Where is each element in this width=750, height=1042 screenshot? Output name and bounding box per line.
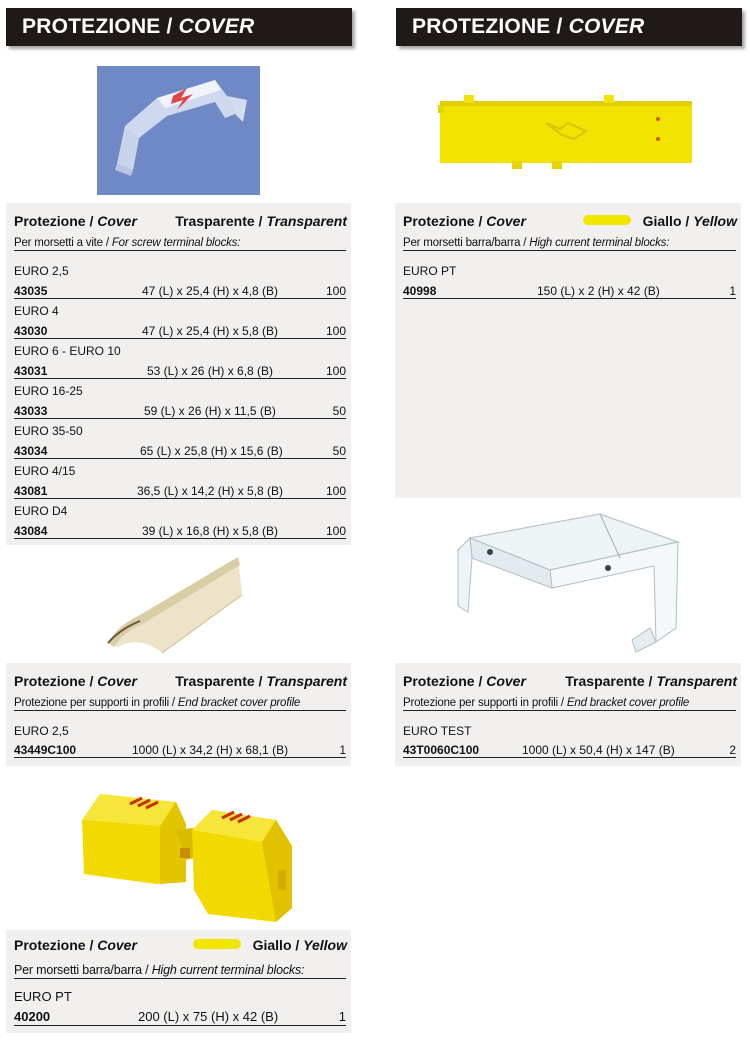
clip-cover-illustration bbox=[97, 66, 260, 195]
card-title bbox=[14, 937, 347, 955]
title-it: Protezione / bbox=[403, 213, 487, 229]
header-text-en: COVER bbox=[568, 15, 645, 38]
card-subtitle bbox=[403, 237, 736, 251]
subtitle-en: For screw terminal blocks: bbox=[111, 237, 241, 249]
card-subtitle bbox=[14, 697, 346, 711]
yellow-color-swatch bbox=[583, 215, 631, 225]
article-code: 40200 bbox=[14, 1009, 51, 1024]
model-label: EURO 6 - EURO 10 bbox=[14, 344, 121, 358]
card-end-bracket-profile-right bbox=[395, 663, 741, 766]
article-code: 40998 bbox=[403, 284, 437, 298]
title-en: Cover bbox=[486, 213, 526, 229]
pack-qty: 100 bbox=[325, 364, 346, 378]
article-code: 43T0060C100 bbox=[403, 743, 480, 757]
variant-en: Yellow bbox=[303, 937, 347, 953]
table-row bbox=[14, 404, 346, 419]
profile-illustration bbox=[100, 555, 245, 655]
title-en: Cover bbox=[97, 937, 137, 953]
table-row bbox=[403, 743, 736, 758]
yellow-block-illustration bbox=[80, 790, 295, 925]
header-text-it: PROTEZIONE / bbox=[22, 15, 179, 38]
model-label: EURO 4/15 bbox=[14, 464, 76, 478]
subtitle-en: High current terminal blocks: bbox=[151, 963, 305, 977]
pack-qty: 50 bbox=[332, 444, 346, 458]
model-label: EURO 35-50 bbox=[14, 424, 83, 438]
card-title bbox=[14, 673, 347, 691]
photo-end-bracket-profile bbox=[100, 555, 245, 655]
variant-it: Trasparente / bbox=[175, 213, 267, 229]
title-it: Protezione / bbox=[403, 673, 487, 689]
card-subtitle bbox=[403, 697, 736, 711]
card-subtitle bbox=[14, 237, 346, 251]
card-title bbox=[403, 213, 737, 231]
title-it: Protezione / bbox=[14, 673, 98, 689]
model-label: EURO PT bbox=[14, 989, 72, 1004]
subtitle-it: Per morsetti a vite / bbox=[14, 237, 112, 249]
title-en: Cover bbox=[97, 213, 137, 229]
dimensions: 1000 (L) x 34,2 (H) x 68,1 (B) bbox=[132, 743, 289, 757]
table-row bbox=[14, 743, 346, 758]
article-code: 43449C100 bbox=[14, 743, 77, 757]
subtitle-it: Per morsetti barra/barra / bbox=[403, 237, 530, 249]
subtitle-en: End bracket cover profile bbox=[566, 697, 690, 709]
pack-qty: 1 bbox=[339, 743, 346, 757]
pack-qty: 100 bbox=[325, 524, 346, 538]
model-label: EURO D4 bbox=[14, 504, 68, 518]
pack-qty: 100 bbox=[325, 324, 346, 338]
dimensions: 1000 (L) x 50,4 (H) x 147 (B) bbox=[522, 743, 675, 757]
card-yellow-block-cover bbox=[6, 930, 351, 1033]
article-code: 43033 bbox=[14, 404, 48, 418]
subtitle-en: High current terminal blocks: bbox=[529, 237, 670, 249]
article-code: 43034 bbox=[14, 444, 48, 458]
variant-en: Transparent bbox=[656, 673, 737, 689]
header-text-en: COVER bbox=[178, 15, 255, 38]
table-row bbox=[14, 1009, 346, 1026]
dimensions: 47 (L) x 25,4 (H) x 5,8 (B) bbox=[142, 324, 279, 338]
card-title bbox=[14, 213, 347, 231]
variant-it: Giallo / bbox=[642, 213, 694, 229]
variant-en: Transparent bbox=[266, 213, 347, 229]
dimensions: 47 (L) x 25,4 (H) x 4,8 (B) bbox=[142, 284, 279, 298]
dimensions: 36,5 (L) x 14,2 (H) x 5,8 (B) bbox=[137, 484, 284, 498]
model-label: EURO PT bbox=[403, 264, 457, 278]
yellow-color-swatch bbox=[193, 939, 241, 949]
section-header-right bbox=[396, 8, 742, 46]
table-row bbox=[14, 364, 346, 379]
dimensions: 39 (L) x 16,8 (H) x 5,8 (B) bbox=[142, 524, 279, 538]
table-row bbox=[14, 284, 346, 299]
model-label: EURO TEST bbox=[403, 724, 472, 738]
table-row bbox=[14, 524, 346, 539]
article-code: 43081 bbox=[14, 484, 48, 498]
card-subtitle bbox=[14, 963, 346, 979]
variant-it: Giallo / bbox=[252, 937, 304, 953]
photo-yellow-flat-cover bbox=[436, 95, 696, 170]
subtitle-it: Protezione per supporti in profili / bbox=[403, 697, 567, 709]
dimensions: 53 (L) x 26 (H) x 6,8 (B) bbox=[147, 364, 274, 378]
card-title bbox=[403, 673, 737, 691]
variant-en: Yellow bbox=[693, 213, 737, 229]
model-label: EURO 2,5 bbox=[14, 724, 69, 738]
model-label: EURO 2,5 bbox=[14, 264, 69, 278]
table-row bbox=[14, 444, 346, 459]
dimensions: 150 (L) x 2 (H) x 42 (B) bbox=[537, 284, 660, 298]
dimensions: 200 (L) x 75 (H) x 42 (B) bbox=[138, 1009, 279, 1024]
subtitle-en: End bracket cover profile bbox=[177, 697, 301, 709]
title-en: Cover bbox=[486, 673, 526, 689]
pack-qty: 1 bbox=[729, 284, 736, 298]
title-it: Protezione / bbox=[14, 213, 98, 229]
subtitle-it: Protezione per supporti in profili / bbox=[14, 697, 178, 709]
pack-qty: 100 bbox=[325, 284, 346, 298]
article-code: 43031 bbox=[14, 364, 48, 378]
test-cover-illustration bbox=[450, 508, 688, 658]
title-en: Cover bbox=[97, 673, 137, 689]
pack-qty: 2 bbox=[729, 743, 736, 757]
card-end-bracket-profile-left bbox=[6, 663, 351, 766]
pack-qty: 100 bbox=[325, 484, 346, 498]
table-row bbox=[14, 324, 346, 339]
card-screw-terminal-covers bbox=[6, 203, 351, 545]
photo-euro-test-cover bbox=[450, 508, 688, 658]
pack-qty: 50 bbox=[332, 404, 346, 418]
pack-qty: 1 bbox=[338, 1009, 346, 1024]
section-header-left bbox=[6, 8, 352, 46]
article-code: 43084 bbox=[14, 524, 48, 538]
subtitle-it: Per morsetti barra/barra / bbox=[14, 963, 152, 977]
dimensions: 59 (L) x 26 (H) x 11,5 (B) bbox=[144, 404, 276, 418]
article-code: 43030 bbox=[14, 324, 48, 338]
variant-it: Trasparente / bbox=[175, 673, 267, 689]
yellow-plate-illustration bbox=[436, 95, 696, 170]
table-row bbox=[14, 484, 346, 499]
title-it: Protezione / bbox=[14, 937, 98, 953]
card-yellow-bar-cover bbox=[395, 203, 741, 498]
header-text-it: PROTEZIONE / bbox=[412, 15, 569, 38]
table-row bbox=[403, 284, 736, 299]
variant-it: Trasparente / bbox=[565, 673, 657, 689]
dimensions: 65 (L) x 25,8 (H) x 15,6 (B) bbox=[140, 444, 283, 458]
photo-yellow-block-cover bbox=[80, 790, 295, 925]
photo-transparent-clip-cover bbox=[97, 66, 260, 195]
variant-en: Transparent bbox=[266, 673, 347, 689]
model-label: EURO 16-25 bbox=[14, 384, 83, 398]
article-code: 43035 bbox=[14, 284, 48, 298]
model-label: EURO 4 bbox=[14, 304, 59, 318]
